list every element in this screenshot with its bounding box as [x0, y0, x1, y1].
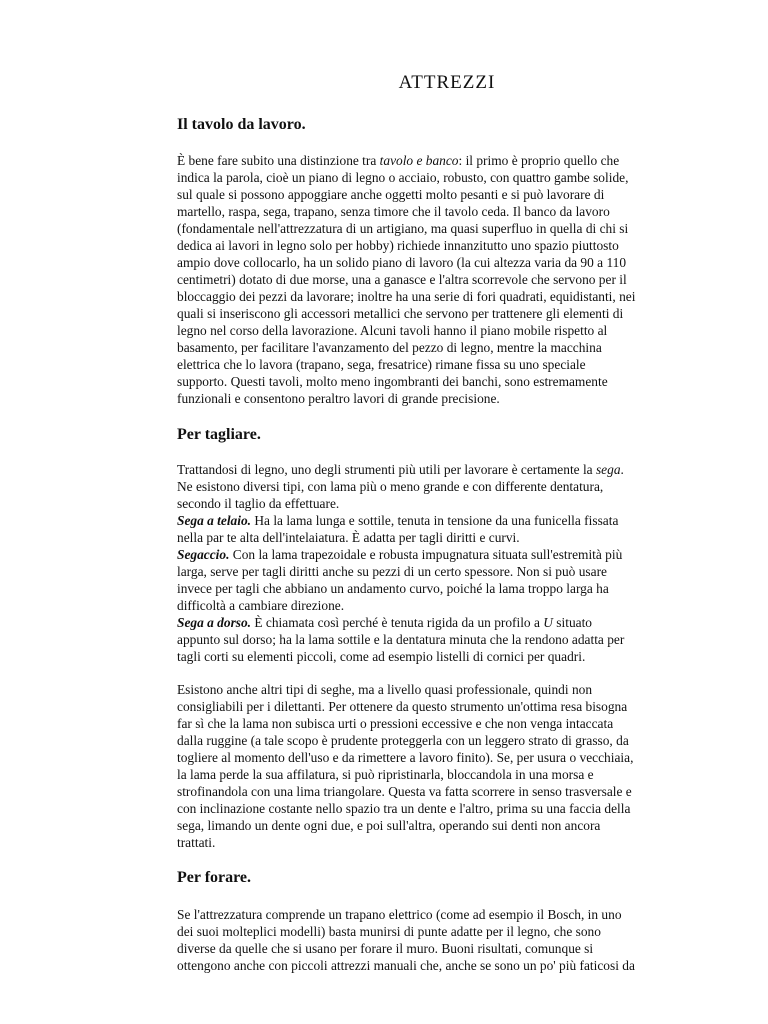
text-run: . — [620, 462, 624, 477]
text-run: martello, raspa, sega, trapano, senza timore che il tavolo ceda. Il banco da lavoro — [177, 204, 610, 219]
text-line — [177, 305, 717, 322]
text-line — [177, 322, 717, 339]
text-run: invece per tagli che abbiano un andamento curvo, poiché la lama troppo larga ha — [177, 581, 609, 596]
text-line — [177, 186, 717, 203]
text-run: consigliabili per i dilettanti. Per ottenere da questo strumento un'ottima resa bisogna — [177, 699, 628, 714]
text-run: È bene fare subito una distinzione tra — [177, 153, 380, 168]
section-heading-forare: Per forare. — [177, 869, 252, 886]
text-run: difficoltà a cambiare direzione. — [177, 598, 345, 613]
section-heading-tagliare: Per tagliare. — [177, 426, 261, 443]
text-line — [177, 783, 717, 800]
emphasis-text: tavolo e banco — [379, 153, 459, 168]
text-run: elettrica che lo lavora (trapano, sega, fresatrice) rimane fissa su uno speciale — [177, 357, 586, 372]
paragraph-tavolo — [177, 152, 717, 407]
text-run: trattati. — [177, 835, 216, 850]
text-line — [177, 271, 717, 288]
text-run: con inclinazione costante nello spazio tra un dente e l'altro, prima su una faccia della — [177, 801, 631, 816]
text-run: basamento, per facilitare l'avanzamento del pezzo di legno, mentre la macchina — [177, 340, 602, 355]
text-run: dalla ruggine (a tale scopo è prudente proteggerla con un leggero strato di grasso, da — [177, 733, 629, 748]
text-run: supporto. Questi tavoli, molto meno ingombranti dei banchi, sono estremamente — [177, 374, 608, 389]
text-run: legno nel corso della lavorazione. Alcuni tavoli hanno il piano mobile rispetto al — [177, 323, 608, 338]
text-run: sega, limando un dente ogni due, e poi sull'altra, operando sui denti non ancora — [177, 818, 601, 833]
text-line — [177, 597, 717, 614]
paragraph-seghe — [177, 461, 717, 665]
text-line — [177, 339, 717, 356]
text-run: ottengono anche con piccoli attrezzi manuali che, anche se sono un po' più faticosi da — [177, 958, 635, 973]
text-run: Trattandosi di legno, uno degli strumenti più utili per lavorare è certamente la — [177, 462, 596, 477]
text-run: diverse da quelle che si usano per forare il muro. Buoni risultati, comunque si — [177, 941, 594, 956]
term-label: Sega a dorso. — [177, 615, 252, 630]
section-heading-tavolo: Il tavolo da lavoro. — [177, 116, 306, 133]
text-line — [177, 546, 717, 563]
emphasis-text: U — [543, 615, 553, 630]
text-line — [177, 834, 717, 851]
text-run: larga, serve per tagli diritti anche su pezzi di un certo spessore. Non si può usare — [177, 564, 607, 579]
text-run: situato — [552, 615, 593, 630]
term-label: Sega a telaio. — [177, 513, 252, 528]
text-run: dedica ai lavori in legno solo per hobby) richiede innanzitutto uno spazio piuttosto — [177, 238, 619, 253]
text-line — [177, 800, 717, 817]
text-line — [177, 390, 717, 407]
text-run: centimetri) dotato di due morse, una a ganasce e l'altra scorrevole che servono per il — [177, 272, 627, 287]
text-run: la lama perde la sua affilatura, si può ripristinarla, bloccandola in una morsa e — [177, 767, 594, 782]
text-run: nella par te alta dell'intelaiatura. È adatta per tagli diritti e curvi. — [177, 530, 520, 545]
text-run: appunto sul dorso; ha la lama sottile e la dentatura minuta che la rendono adatta per — [177, 632, 625, 647]
text-run: Se l'attrezzatura comprende un trapano elettrico (come ad esempio il Bosch, in uno — [177, 907, 622, 922]
text-line — [177, 288, 717, 305]
text-line — [177, 529, 717, 546]
text-line — [177, 940, 717, 957]
text-line — [177, 749, 717, 766]
text-run: sul quale si possono appoggiare anche oggetti molto pesanti e si può lavorare di — [177, 187, 605, 202]
text-run: tagli corti su elementi piccoli, come ad esempio listelli di cornici per quadri. — [177, 649, 586, 664]
text-line — [177, 923, 717, 940]
document-title: ATTREZZI — [398, 72, 496, 93]
text-line — [177, 203, 717, 220]
text-run: Con la lama trapezoidale e robusta impugnatura situata sull'estremità più — [229, 547, 623, 562]
text-run: Esistono anche altri tipi di seghe, ma a livello quasi professionale, quindi non — [177, 682, 593, 697]
text-run: togliere al momento dell'uso e da rimettere a lavoro finito). Se, per usura o vecchiaia, — [177, 750, 634, 765]
text-line — [177, 631, 717, 648]
text-run: ampio dove collocarlo, ha un solido piano di lavoro (la cui altezza varia da 90 a 110 — [177, 255, 627, 270]
text-line — [177, 698, 717, 715]
text-line — [177, 152, 717, 169]
text-run: dei suoi molteplici modelli) basta munirsi di punte adatte per il legno, che sono — [177, 924, 601, 939]
text-run: È chiamata così perché è tenuta rigida da un profilo a — [251, 615, 544, 630]
text-run: bloccaggio dei pezzi da lavorare; inoltre ha una serie di fori quadrati, equidistanti, nei — [177, 289, 636, 304]
text-line — [177, 563, 717, 580]
text-line — [177, 580, 717, 597]
text-line — [177, 495, 717, 512]
text-line — [177, 478, 717, 495]
text-line — [177, 957, 717, 974]
text-line — [177, 512, 717, 529]
text-line — [177, 715, 717, 732]
text-line — [177, 732, 717, 749]
text-line — [177, 648, 717, 665]
text-line — [177, 614, 717, 631]
text-line — [177, 254, 717, 271]
text-line — [177, 237, 717, 254]
paragraph-manutenzione-seghe — [177, 681, 717, 851]
text-run: (fondamentale nell'attrezzatura di un artigiano, ma quasi superfluo in quella di chi si — [177, 221, 629, 236]
text-line — [177, 169, 717, 186]
text-line — [177, 356, 717, 373]
emphasis-text: sega — [595, 462, 621, 477]
paragraph-forare — [177, 906, 717, 974]
text-run: : il primo è proprio quello che — [458, 153, 620, 168]
text-run: indica la parola, cioè un piano di legno o acciaio, robusto, con quattro gambe solide, — [177, 170, 629, 185]
text-run: Ha la lama lunga e sottile, tenuta in tensione da una funicella fissata — [251, 513, 619, 528]
text-line — [177, 220, 717, 237]
text-run: strofinandola con una lima triangolare. Questa va fatta scorrere in senso trasversale e — [177, 784, 632, 799]
text-line — [177, 373, 717, 390]
text-line — [177, 766, 717, 783]
text-line — [177, 817, 717, 834]
text-run: far sì che la lama non subisca urti o pressioni eccessive e che non venga intaccata — [177, 716, 614, 731]
text-run: quali si inseriscono gli accessori metallici che servono per trattenere gli elementi di — [177, 306, 624, 321]
text-run: funzionali e consentono peraltro lavori di grande precisione. — [177, 391, 500, 406]
term-label: Segaccio. — [177, 547, 230, 562]
text-line — [177, 461, 717, 478]
text-line — [177, 906, 717, 923]
text-run: Ne esistono diversi tipi, con lama più o meno grande e con differente dentatura, — [177, 479, 604, 494]
text-run: secondo il taglio da effettuare. — [177, 496, 340, 511]
text-line — [177, 681, 717, 698]
